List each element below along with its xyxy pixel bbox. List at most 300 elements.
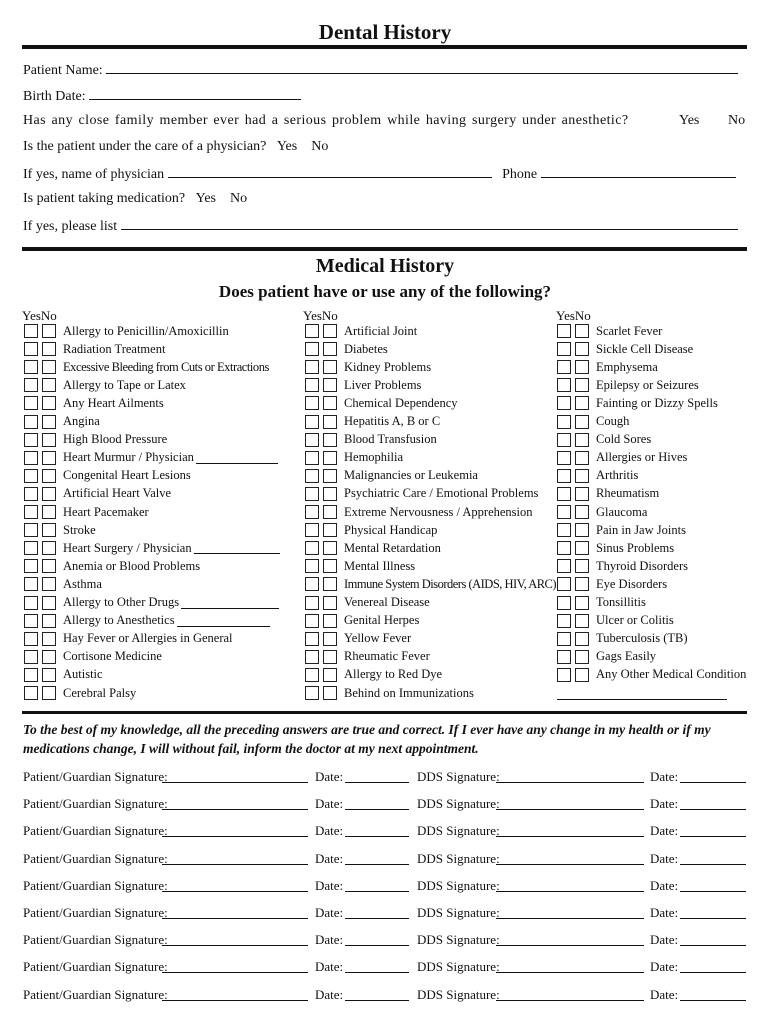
- yes-checkbox[interactable]: [557, 433, 571, 447]
- no-checkbox[interactable]: [42, 505, 56, 519]
- no-checkbox[interactable]: [323, 523, 337, 537]
- condition-row: [305, 485, 538, 503]
- condition-row: [557, 394, 718, 412]
- date-field[interactable]: [680, 988, 746, 1001]
- date-label: Date:: [650, 823, 679, 839]
- condition-label: Arthritis: [596, 468, 639, 483]
- patient-signature-field[interactable]: [162, 797, 308, 810]
- condition-label: Asthma: [63, 576, 102, 591]
- condition-label: Hay Fever or Allergies in General: [63, 631, 233, 646]
- family-yes[interactable]: Yes: [679, 113, 700, 128]
- yes-checkbox[interactable]: [557, 632, 571, 646]
- dds-signature-label: DDS Signature:: [417, 959, 500, 975]
- yes-checkbox[interactable]: [24, 614, 38, 628]
- no-checkbox[interactable]: [575, 324, 589, 338]
- no-checkbox[interactable]: [575, 614, 589, 628]
- medication-yes[interactable]: Yes: [195, 191, 216, 206]
- condition-label: Allergy to Other Drugs: [63, 595, 180, 609]
- phone-field[interactable]: [541, 165, 736, 178]
- condition-row: [557, 666, 746, 684]
- date-field[interactable]: [345, 988, 409, 1001]
- condition-row: [305, 684, 474, 702]
- no-checkbox[interactable]: [575, 433, 589, 447]
- condition-row: [557, 539, 674, 557]
- yes-checkbox[interactable]: [24, 541, 38, 555]
- no-checkbox[interactable]: [575, 596, 589, 610]
- condition-row: [557, 413, 629, 431]
- condition-row: [24, 630, 233, 648]
- condition-row: [305, 376, 421, 394]
- date-field[interactable]: [345, 960, 409, 973]
- condition-label: Sinus Problems: [596, 540, 675, 555]
- no-checkbox[interactable]: [42, 324, 56, 338]
- no-checkbox[interactable]: [323, 559, 337, 573]
- condition-label: Venereal Disease: [344, 595, 430, 609]
- condition-row: [557, 467, 638, 485]
- date-field[interactable]: [345, 906, 409, 919]
- condition-row: [557, 340, 693, 358]
- condition-label: Allergy to Tape or Latex: [63, 377, 186, 392]
- yes-checkbox[interactable]: [24, 415, 38, 429]
- condition-row: [557, 557, 688, 575]
- date-label: Date:: [650, 986, 679, 1002]
- yes-checkbox[interactable]: [557, 396, 571, 410]
- dds-signature-field[interactable]: [496, 933, 644, 946]
- no-checkbox[interactable]: [323, 342, 337, 356]
- date-field[interactable]: [680, 770, 746, 783]
- dds-signature-label: DDS Signature:: [417, 986, 500, 1002]
- yes-checkbox[interactable]: [305, 541, 319, 555]
- condition-row: [305, 648, 430, 666]
- condition-detail-field[interactable]: [194, 542, 280, 554]
- condition-label: Any Heart Ailments: [63, 395, 164, 410]
- date-label: Date:: [315, 823, 344, 839]
- no-checkbox[interactable]: [42, 433, 56, 447]
- condition-label: Cerebral Palsy: [63, 685, 137, 700]
- dds-signature-field[interactable]: [496, 960, 644, 973]
- yes-checkbox[interactable]: [305, 614, 319, 628]
- dds-signature-field[interactable]: [496, 797, 644, 810]
- condition-row: [24, 340, 165, 358]
- yes-checkbox[interactable]: [24, 523, 38, 537]
- no-checkbox[interactable]: [575, 415, 589, 429]
- yes-checkbox[interactable]: [305, 360, 319, 374]
- physician-no[interactable]: No: [311, 139, 329, 154]
- condition-row: [24, 575, 102, 593]
- yes-checkbox[interactable]: [557, 324, 571, 338]
- condition-detail-field[interactable]: [196, 452, 278, 464]
- condition-row: [557, 431, 651, 449]
- condition-label: Extreme Nervousness / Apprehension: [344, 504, 533, 519]
- yes-checkbox[interactable]: [305, 415, 319, 429]
- condition-label: Immune System Disorders (AIDS, HIV, ARC): [344, 576, 557, 591]
- condition-row: [24, 648, 162, 666]
- yes-checkbox[interactable]: [557, 650, 571, 664]
- no-checkbox[interactable]: [575, 505, 589, 519]
- dds-signature-label: DDS Signature:: [417, 796, 500, 812]
- yes-checkbox[interactable]: [305, 342, 319, 356]
- condition-row: [305, 630, 411, 648]
- yes-checkbox[interactable]: [305, 577, 319, 591]
- condition-row: [305, 431, 437, 449]
- no-checkbox[interactable]: [575, 360, 589, 374]
- condition-row: [24, 594, 279, 612]
- family-question: Has any close family member ever had a serious problem while having surgery under anesthetic?: [23, 113, 629, 128]
- no-checkbox[interactable]: [323, 632, 337, 646]
- condition-label: Eye Disorders: [596, 576, 668, 591]
- no-checkbox[interactable]: [42, 541, 56, 555]
- condition-row: [24, 376, 186, 394]
- birth-date-field[interactable]: [89, 87, 301, 100]
- yes-checkbox[interactable]: [305, 505, 319, 519]
- date-field[interactable]: [345, 933, 409, 946]
- condition-label: Artificial Joint: [344, 323, 418, 338]
- patient-signature-field[interactable]: [162, 879, 308, 892]
- no-checkbox[interactable]: [323, 433, 337, 447]
- condition-row: [24, 449, 278, 467]
- no-checkbox[interactable]: [575, 650, 589, 664]
- condition-label: Chemical Dependency: [344, 395, 458, 410]
- no-checkbox[interactable]: [323, 596, 337, 610]
- no-checkbox[interactable]: [42, 650, 56, 664]
- yes-checkbox[interactable]: [557, 668, 571, 682]
- yes-checkbox[interactable]: [24, 451, 38, 465]
- condition-row: [305, 575, 556, 593]
- condition-label: Radiation Treatment: [63, 341, 166, 356]
- no-checkbox[interactable]: [323, 541, 337, 555]
- no-checkbox[interactable]: [42, 360, 56, 374]
- no-checkbox[interactable]: [323, 650, 337, 664]
- condition-label: Psychiatric Care / Emotional Problems: [344, 486, 539, 501]
- no-checkbox[interactable]: [42, 469, 56, 483]
- dds-signature-label: DDS Signature:: [417, 877, 500, 893]
- no-checkbox[interactable]: [323, 686, 337, 700]
- no-checkbox[interactable]: [42, 577, 56, 591]
- condition-label: Genital Herpes: [344, 613, 420, 628]
- date-field[interactable]: [680, 906, 746, 919]
- no-checkbox[interactable]: [323, 614, 337, 628]
- yes-checkbox[interactable]: [305, 632, 319, 646]
- no-checkbox[interactable]: [42, 396, 56, 410]
- family-question-row: [23, 113, 628, 129]
- condition-row: [24, 666, 103, 684]
- yes-checkbox[interactable]: [305, 668, 319, 682]
- condition-label: Yellow Fever: [344, 631, 412, 646]
- no-checkbox[interactable]: [323, 451, 337, 465]
- dds-signature-field[interactable]: [496, 824, 644, 837]
- physician-name-field[interactable]: [168, 165, 492, 178]
- yes-checkbox[interactable]: [557, 541, 571, 555]
- patient-signature-field[interactable]: [162, 906, 308, 919]
- patient-signature-label: Patient/Guardian Signature:: [23, 932, 168, 948]
- yes-checkbox[interactable]: [305, 433, 319, 447]
- no-checkbox[interactable]: [42, 523, 56, 537]
- yes-checkbox[interactable]: [24, 360, 38, 374]
- condition-label: Tuberculosis (TB): [596, 631, 688, 646]
- yes-checkbox[interactable]: [557, 342, 571, 356]
- patient-signature-field[interactable]: [162, 824, 308, 837]
- no-checkbox[interactable]: [323, 324, 337, 338]
- no-checkbox[interactable]: [42, 686, 56, 700]
- physician-name-label: If yes, name of physician: [23, 167, 165, 182]
- dds-signature-label: DDS Signature:: [417, 905, 500, 920]
- no-checkbox[interactable]: [323, 668, 337, 682]
- date-field[interactable]: [680, 797, 746, 810]
- condition-label: Excessive Bleeding from Cuts or Extractions: [63, 359, 269, 374]
- condition-row: [557, 322, 662, 340]
- yes-checkbox[interactable]: [24, 342, 38, 356]
- yes-checkbox[interactable]: [305, 596, 319, 610]
- condition-row: [305, 521, 437, 539]
- condition-label: Tonsillitis: [596, 595, 646, 609]
- no-checkbox[interactable]: [42, 415, 56, 429]
- condition-label: Diabetes: [344, 341, 388, 356]
- condition-label: Allergy to Penicillin/Amoxicillin: [63, 323, 229, 338]
- condition-row: [557, 485, 659, 503]
- col2-yes-no-header: YesNo: [303, 308, 338, 323]
- date-field[interactable]: [680, 879, 746, 892]
- condition-row: [305, 449, 403, 467]
- medication-question: Is patient taking medication?: [23, 191, 186, 206]
- yes-checkbox[interactable]: [24, 469, 38, 483]
- no-checkbox[interactable]: [323, 378, 337, 392]
- date-field[interactable]: [680, 933, 746, 946]
- no-checkbox[interactable]: [575, 541, 589, 555]
- date-field[interactable]: [345, 852, 409, 865]
- no-checkbox[interactable]: [575, 487, 589, 501]
- yes-checkbox[interactable]: [24, 396, 38, 410]
- condition-row: [557, 358, 658, 376]
- yes-checkbox[interactable]: [24, 487, 38, 501]
- no-checkbox[interactable]: [323, 360, 337, 374]
- condition-detail-field[interactable]: [181, 597, 279, 609]
- yes-checkbox[interactable]: [557, 469, 571, 483]
- other-condition-field[interactable]: [557, 699, 727, 700]
- yes-checkbox[interactable]: [557, 614, 571, 628]
- date-field[interactable]: [345, 879, 409, 892]
- patient-signature-label: Patient/Guardian Signature:: [23, 877, 168, 893]
- date-field[interactable]: [680, 852, 746, 865]
- condition-label: Malignancies or Leukemia: [344, 468, 478, 483]
- no-checkbox[interactable]: [323, 415, 337, 429]
- phone-label: Phone: [502, 167, 538, 182]
- condition-row: [557, 612, 674, 630]
- yes-checkbox[interactable]: [557, 451, 571, 465]
- no-checkbox[interactable]: [575, 378, 589, 392]
- condition-label: Hemophilia: [344, 450, 404, 465]
- condition-row: [305, 340, 388, 358]
- yes-checkbox[interactable]: [305, 559, 319, 573]
- condition-label: Liver Problems: [344, 377, 422, 392]
- dds-signature-label: DDS Signature:: [417, 932, 500, 948]
- no-checkbox[interactable]: [42, 342, 56, 356]
- patient-signature-field[interactable]: [162, 852, 308, 865]
- condition-row: [557, 648, 656, 666]
- no-checkbox[interactable]: [323, 505, 337, 519]
- yes-checkbox[interactable]: [305, 650, 319, 664]
- col1-yes-no-header: YesNo: [22, 308, 57, 323]
- yes-checkbox[interactable]: [24, 378, 38, 392]
- yes-checkbox[interactable]: [557, 523, 571, 537]
- date-label: Date:: [315, 796, 344, 812]
- patient-name-label: Patient Name:: [23, 63, 103, 78]
- yes-checkbox[interactable]: [24, 668, 38, 682]
- patient-signature-label: Patient/Guardian Signature:: [23, 769, 168, 784]
- condition-label: Rheumatism: [596, 486, 660, 501]
- condition-row: [305, 594, 430, 612]
- condition-row: [305, 394, 458, 412]
- patient-signature-field[interactable]: [162, 770, 308, 783]
- condition-label: Pain in Jaw Joints: [596, 522, 686, 537]
- yes-checkbox[interactable]: [557, 559, 571, 573]
- dental-history-title: Dental History: [318, 20, 452, 44]
- no-checkbox[interactable]: [575, 451, 589, 465]
- no-checkbox[interactable]: [323, 396, 337, 410]
- no-checkbox[interactable]: [42, 632, 56, 646]
- no-checkbox[interactable]: [575, 632, 589, 646]
- date-label: Date:: [650, 932, 679, 948]
- date-field[interactable]: [680, 824, 746, 837]
- yes-checkbox[interactable]: [24, 686, 38, 700]
- condition-label: Cortisone Medicine: [63, 649, 162, 664]
- no-checkbox[interactable]: [575, 668, 589, 682]
- yes-checkbox[interactable]: [557, 505, 571, 519]
- yes-checkbox[interactable]: [24, 632, 38, 646]
- date-label: Date:: [650, 796, 679, 812]
- yes-checkbox[interactable]: [24, 433, 38, 447]
- patient-signature-label: Patient/Guardian Signature:: [23, 959, 168, 975]
- condition-label: Allergy to Anesthetics: [63, 613, 175, 628]
- condition-row: [305, 539, 441, 557]
- no-checkbox[interactable]: [575, 396, 589, 410]
- birth-date-label: Birth Date:: [23, 89, 86, 104]
- condition-label: Sickle Cell Disease: [596, 341, 694, 356]
- date-field[interactable]: [345, 770, 409, 783]
- condition-label: Cold Sores: [596, 432, 652, 447]
- no-checkbox[interactable]: [575, 342, 589, 356]
- yes-checkbox[interactable]: [305, 396, 319, 410]
- date-field[interactable]: [345, 824, 409, 837]
- condition-label: Congenital Heart Lesions: [63, 468, 191, 483]
- date-label: Date:: [315, 905, 344, 920]
- condition-row: [557, 575, 667, 593]
- patient-name-field[interactable]: [106, 61, 738, 74]
- yes-checkbox[interactable]: [557, 360, 571, 374]
- patient-name-row: [23, 61, 738, 79]
- patient-signature-field[interactable]: [162, 960, 308, 973]
- yes-checkbox[interactable]: [305, 324, 319, 338]
- condition-label: Hepatitis A, B or C: [344, 414, 441, 428]
- yes-checkbox[interactable]: [305, 469, 319, 483]
- condition-row: [557, 376, 699, 394]
- physician-question-row: [23, 139, 328, 155]
- condition-row: [305, 612, 419, 630]
- medication-list-row: [23, 217, 738, 235]
- no-checkbox[interactable]: [575, 559, 589, 573]
- yes-checkbox[interactable]: [24, 650, 38, 664]
- medical-history-subtitle: Does patient have or use any of the following?: [218, 282, 552, 301]
- no-checkbox[interactable]: [575, 469, 589, 483]
- dds-signature-field[interactable]: [496, 906, 644, 919]
- condition-row: [305, 322, 417, 340]
- no-checkbox[interactable]: [42, 487, 56, 501]
- yes-checkbox[interactable]: [557, 577, 571, 591]
- date-field[interactable]: [345, 797, 409, 810]
- dds-signature-field[interactable]: [496, 852, 644, 865]
- condition-row: [24, 503, 149, 521]
- no-checkbox[interactable]: [42, 559, 56, 573]
- condition-row: [557, 449, 687, 467]
- dds-signature-field[interactable]: [496, 879, 644, 892]
- patient-signature-label: Patient/Guardian Signature:: [23, 796, 168, 812]
- no-checkbox[interactable]: [42, 668, 56, 682]
- patient-signature-label: Patient/Guardian Signature:: [23, 986, 168, 1002]
- yes-checkbox[interactable]: [557, 378, 571, 392]
- patient-signature-field[interactable]: [162, 988, 308, 1001]
- condition-row: [305, 503, 533, 521]
- yes-checkbox[interactable]: [24, 324, 38, 338]
- yes-checkbox[interactable]: [305, 378, 319, 392]
- yes-checkbox[interactable]: [24, 559, 38, 573]
- medication-no[interactable]: No: [230, 191, 248, 206]
- condition-row: [24, 394, 164, 412]
- date-field[interactable]: [680, 960, 746, 973]
- condition-label: Epilepsy or Seizures: [596, 377, 699, 392]
- yes-checkbox[interactable]: [24, 577, 38, 591]
- no-checkbox[interactable]: [323, 577, 337, 591]
- condition-row: [557, 594, 646, 612]
- no-checkbox[interactable]: [575, 523, 589, 537]
- no-checkbox[interactable]: [323, 487, 337, 501]
- patient-signature-field[interactable]: [162, 933, 308, 946]
- yes-checkbox[interactable]: [305, 487, 319, 501]
- yes-checkbox[interactable]: [557, 487, 571, 501]
- physician-yes[interactable]: Yes: [276, 139, 298, 154]
- yes-checkbox[interactable]: [305, 686, 319, 700]
- yes-checkbox[interactable]: [557, 415, 571, 429]
- condition-row: [24, 358, 269, 376]
- family-no[interactable]: No: [728, 113, 746, 128]
- date-label: Date:: [315, 959, 344, 975]
- condition-row: [24, 431, 167, 449]
- yes-checkbox[interactable]: [305, 523, 319, 537]
- yes-checkbox[interactable]: [305, 451, 319, 465]
- no-checkbox[interactable]: [575, 577, 589, 591]
- condition-row: [24, 485, 171, 503]
- medication-list-field[interactable]: [121, 217, 738, 230]
- yes-checkbox[interactable]: [24, 505, 38, 519]
- yes-checkbox[interactable]: [24, 596, 38, 610]
- condition-label: Artificial Heart Valve: [63, 486, 172, 501]
- no-checkbox[interactable]: [42, 451, 56, 465]
- birth-date-row: [23, 87, 301, 105]
- no-checkbox[interactable]: [42, 596, 56, 610]
- condition-row: [305, 358, 431, 376]
- dds-signature-field[interactable]: [496, 770, 644, 783]
- physician-question: Is the patient under the care of a physician?: [23, 139, 267, 154]
- yes-checkbox[interactable]: [557, 596, 571, 610]
- condition-detail-field[interactable]: [177, 615, 270, 627]
- no-checkbox[interactable]: [42, 378, 56, 392]
- no-checkbox[interactable]: [323, 469, 337, 483]
- condition-label: Mental Retardation: [344, 540, 441, 555]
- condition-label: Allergies or Hives: [596, 450, 688, 465]
- condition-label: Scarlet Fever: [596, 323, 663, 338]
- condition-label: Thyroid Disorders: [596, 558, 688, 573]
- dds-signature-field[interactable]: [496, 988, 644, 1001]
- condition-label: Stroke: [63, 522, 96, 537]
- no-checkbox[interactable]: [42, 614, 56, 628]
